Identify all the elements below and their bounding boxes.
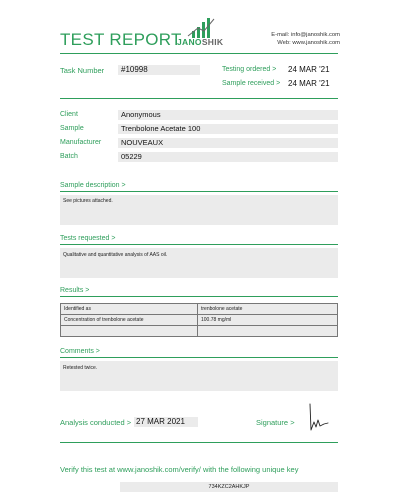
results-cell: Concentration of trenbolone acetate bbox=[61, 315, 198, 326]
task-divider bbox=[60, 98, 338, 99]
sample-received-label: Sample received > bbox=[222, 80, 281, 87]
sample-description-label: Sample description > bbox=[60, 182, 126, 189]
task-number-label: Task Number bbox=[60, 66, 105, 75]
manufacturer-value: NOUVEAUX bbox=[121, 138, 164, 147]
results-label: Results > bbox=[60, 287, 90, 294]
tests-requested-label: Tests requested > bbox=[60, 235, 116, 242]
results-cell: trenbolone acetate bbox=[198, 304, 338, 315]
results-row bbox=[61, 304, 338, 315]
analysis-conducted-label: Analysis conducted > bbox=[60, 418, 132, 427]
sample-value: Trenbolone Acetate 100 bbox=[121, 124, 201, 133]
signature-icon bbox=[302, 400, 332, 436]
report-title: TEST REPORT bbox=[60, 30, 182, 49]
results-cell: Identified as bbox=[61, 304, 198, 315]
contact-email[interactable]: E-mail: info@janoshik.com bbox=[271, 32, 340, 38]
description-divider bbox=[60, 191, 338, 192]
contact-info bbox=[271, 31, 340, 47]
comments-label: Comments > bbox=[60, 348, 100, 355]
results-cell bbox=[198, 326, 338, 337]
contact-web[interactable]: Web: www.janoshik.com bbox=[277, 40, 340, 46]
logo-text-part-2: SHIK bbox=[201, 37, 224, 47]
header-divider bbox=[60, 53, 338, 54]
analysis-conducted-date: 27 MAR 2021 bbox=[136, 417, 185, 426]
logo-text-part-1: JANO bbox=[177, 37, 202, 47]
results-row bbox=[61, 326, 338, 337]
batch-label: Batch bbox=[60, 153, 78, 160]
comments-divider bbox=[60, 357, 338, 358]
client-label: Client bbox=[60, 111, 78, 118]
footer-divider bbox=[60, 442, 338, 443]
comments-box bbox=[60, 361, 338, 391]
comments-text: Retested twice. bbox=[63, 365, 98, 371]
task-number-value: #10998 bbox=[121, 65, 148, 74]
verify-instructions[interactable]: Verify this test at www.janoshik.com/verify/ with the following unique key bbox=[60, 465, 299, 474]
results-cell bbox=[61, 326, 198, 337]
manufacturer-label: Manufacturer bbox=[60, 139, 102, 146]
batch-box bbox=[118, 152, 338, 162]
sample-label: Sample bbox=[60, 125, 84, 132]
client-value: Anonymous bbox=[121, 110, 161, 119]
testing-ordered-label: Testing ordered > bbox=[222, 66, 277, 73]
testing-ordered-date: 24 MAR '21 bbox=[288, 65, 330, 74]
results-cell: 100.78 mg/ml bbox=[198, 315, 338, 326]
logo-wordmark bbox=[177, 37, 223, 47]
results-divider bbox=[60, 296, 338, 297]
signature-label: Signature > bbox=[256, 418, 295, 427]
unique-key: 734KZC2AHKJP bbox=[208, 484, 250, 490]
results-row bbox=[61, 315, 338, 326]
tests-divider bbox=[60, 244, 338, 245]
sample-received-date: 24 MAR '21 bbox=[288, 79, 330, 88]
batch-value: 05229 bbox=[121, 152, 142, 161]
results-table bbox=[60, 303, 338, 337]
sample-description-text: See pictures attached. bbox=[63, 198, 113, 204]
tests-requested-text: Qualitative and quantitative analysis of AAS oil. bbox=[63, 252, 168, 258]
